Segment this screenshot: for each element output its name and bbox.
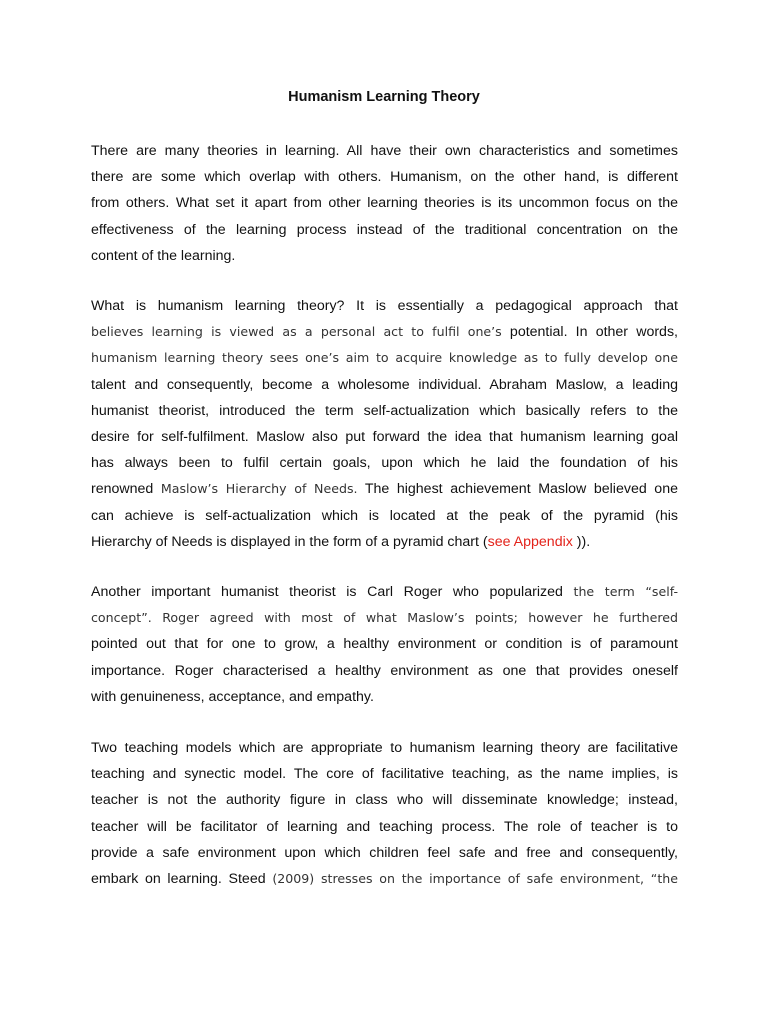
paragraph-line bbox=[91, 579, 678, 605]
quoted-definition-text: believes learning is viewed as a personal act to fulfil one’s bbox=[91, 324, 502, 340]
paragraph-line: teaching and synectic model. The core of facilitative teaching, as the name implies, is bbox=[91, 766, 678, 783]
quoted-definition-text: humanism learning theory sees one’s aim to acquire knowledge as to fully develop one bbox=[91, 350, 678, 366]
paragraph-carl-roger bbox=[91, 579, 678, 710]
paragraph-line: with genuineness, acceptance, and empathy. bbox=[91, 688, 374, 705]
citation-text: (2009) stresses on the importance of safe environment, “the bbox=[265, 870, 678, 886]
paragraph-line: What is humanism learning theory? It is essentially a pedagogical approach that bbox=[91, 298, 678, 314]
hierarchy-of-needs-text: Maslow’s Hierarchy of Needs. bbox=[160, 481, 358, 497]
paragraph-teaching-models bbox=[91, 735, 678, 892]
paragraph-line: Two teaching models which are appropriate to humanism learning theory are facilitative bbox=[91, 740, 678, 756]
paragraph-line: pointed out that for one to grow, a healthy environment or condition is of paramount bbox=[91, 636, 678, 653]
paragraph-line bbox=[91, 529, 678, 555]
inline-text: Another important humanist theorist is Carl Roger who popularized bbox=[91, 584, 563, 600]
paragraph-line: effectiveness of the learning process instead of the traditional concentration on the bbox=[91, 221, 678, 238]
paragraph-line: talent and consequently, become a wholesome individual. Abraham Maslow, a leading bbox=[91, 376, 678, 393]
paragraph-line: importance. Roger characterised a healthy environment as one that provides oneself bbox=[91, 662, 678, 679]
inline-text: Hierarchy of Needs is displayed in the form of a pyramid chart ( bbox=[91, 533, 488, 550]
paragraph-line: desire for self-fulfilment. Maslow also put forward the idea that humanism learning goal bbox=[91, 428, 678, 445]
document-title: Humanism Learning Theory bbox=[288, 89, 480, 105]
inline-text: )). bbox=[572, 533, 591, 550]
paragraph-line bbox=[91, 605, 678, 631]
quoted-term-text: the term “self- bbox=[562, 584, 678, 599]
quoted-term-text: concept”. Roger agreed with most of what Maslow’s points; however he furthered bbox=[91, 610, 678, 626]
paragraph-line: can achieve is self-actualization which is located at the peak of the pyramid (his bbox=[91, 507, 678, 524]
paragraph-intro bbox=[91, 138, 678, 269]
paragraph-line bbox=[91, 476, 678, 502]
paragraph-line: from others. What set it apart from other learning theories is its uncommon focus on the bbox=[91, 195, 678, 212]
paragraph-line: teacher will be facilitator of learning and teaching process. The role of teacher is to bbox=[91, 818, 678, 835]
paragraph-line bbox=[91, 866, 678, 892]
see-appendix-link[interactable]: see Appendix bbox=[487, 533, 573, 550]
inline-text: embark on learning. Steed bbox=[91, 870, 266, 887]
paragraph-line: There are many theories in learning. All have their own characteristics and sometimes bbox=[91, 143, 678, 159]
inline-text: renowned bbox=[91, 481, 161, 498]
paragraph-line: has always been to fulfil certain goals, upon which he laid the foundation of his bbox=[91, 455, 678, 472]
paragraph-what-is-humanism bbox=[91, 293, 678, 555]
inline-text: potential. In other words, bbox=[501, 324, 678, 341]
paragraph-line: there are some which overlap with others. Humanism, on the other hand, is different bbox=[91, 169, 678, 186]
paragraph-line: humanist theorist, introduced the term self-actualization which basically refers to the bbox=[91, 402, 678, 419]
inline-text: The highest achievement Maslow believed one bbox=[357, 481, 678, 498]
paragraph-line: teacher is not the authority figure in class who will disseminate knowledge; instead, bbox=[91, 792, 678, 809]
paragraph-line bbox=[91, 345, 678, 371]
paragraph-line bbox=[91, 319, 678, 345]
paragraph-line: content of the learning. bbox=[91, 247, 236, 264]
paragraph-line: provide a safe environment upon which children feel safe and free and consequently, bbox=[91, 844, 678, 861]
